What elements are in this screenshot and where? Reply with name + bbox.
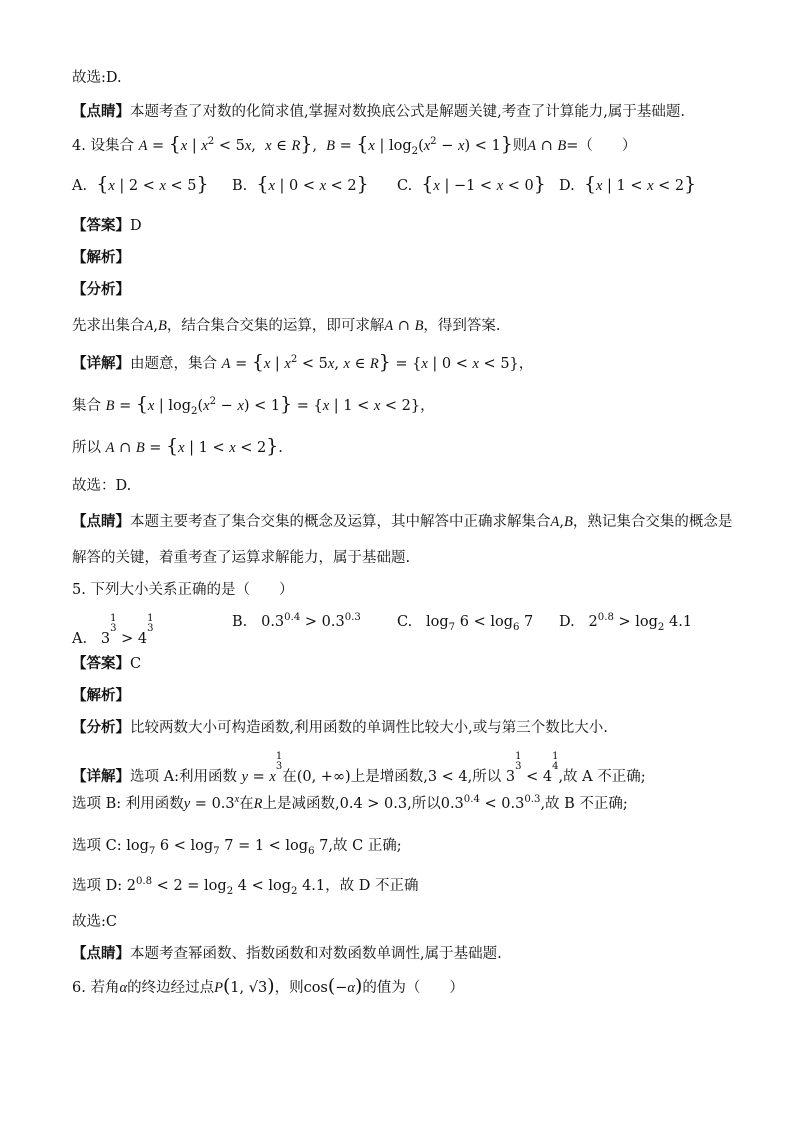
jiexi-5: 【解析】 <box>72 687 130 704</box>
option-a: A. {x | 2 < x < 5} <box>72 174 209 195</box>
xiangjie-5-b: 选项 B: 利用函数$y = 0.3^x$在R上是减函数,0.4 > 0.3,所以$0.3^{0.4} < 0.3^{0.3}$,故 B 不正确; <box>72 794 628 812</box>
dianjing-4-a: 【点睛】本题主要考查了集合交集的概念及运算，其中解答中正确求解集合A,B，熟记集合交集的概念是 <box>72 513 733 530</box>
option-c: C. $\log_7 6 < \log_6 7$ <box>397 614 534 633</box>
fenxi-4-tag: 【分析】 <box>72 281 130 298</box>
dianjing-4-b: 解答的关键，着重考查了运算求解能力，属于基础题. <box>72 550 411 566</box>
question-5: 5. 下列大小关系正确的是（ ） <box>72 582 294 598</box>
xiangjie-4-b: 集合 B = {x | $\log_2(x^2 - x) < 1\} = \{x$ | 1 < x < 2}， <box>72 394 435 417</box>
fenxi-5: 【分析】比较两数大小可构造函数,利用函数的单调性比较大小,或与第三个数比大小. <box>72 719 608 736</box>
question-4: 4. 设集合 A = {x | $x^2 < 5x$, x ∈ R}, B = {x | $\log_2(x^2 - x) < 1$}则A ∩ B=（ ） <box>72 134 637 157</box>
xiangjie-5-d: 选项 D: $2^{0.8} < 2 = \log_2 4 < \log_2 4.1$，故 D 不正确 <box>72 876 419 897</box>
fenxi-4: 先求出集合A,B，结合集合交集的运算，即可求解A ∩ B，得到答案. <box>72 318 501 334</box>
xiangjie-4-a: 【详解】由题意，集合 A = {x | $x^2 < 5x$, x ∈ R} = {x | 0 < x < 5}， <box>72 352 534 373</box>
question-6: 6. 若角α的终边经过点P(1, √3)，则cos(−α)的值为（ ） <box>72 976 464 997</box>
answer-5: 【答案】C <box>72 655 142 672</box>
answer-4: 【答案】D <box>72 217 142 234</box>
xiangjie-5-a: 【详解】选项 A:利用函数 y = x1 3在(0, +∞)上是增函数,3 < 4,所以 31 3 < 41 4,故 A 不正确; <box>72 751 646 785</box>
option-a: A. 31 3 > 41 3 <box>72 613 154 647</box>
guxuan-5: 故选:C <box>72 914 117 930</box>
dianjing-5: 【点睛】本题考查幂函数、指数函数和对数函数单调性,属于基础题. <box>72 945 502 962</box>
jiexi-4: 【解析】 <box>72 249 130 266</box>
option-b: B. {x | 0 < x < 2} <box>232 174 369 195</box>
option-c: C. {x | −1 < x < 0} <box>397 174 546 195</box>
xiangjie-5-c: 选项 C: $\log_7 6 < \log_7 7 = 1 < \log_6 7$,故 C 正确; <box>72 838 402 857</box>
option-b: B. $0.3^{0.4} > 0.3^{0.3}$ <box>232 612 361 630</box>
option-d: D. $2^{0.8} > \log_2 4.1$ <box>559 612 693 633</box>
xiangjie-4-c: 所以 A ∩ B = {x | 1 < x < 2}. <box>72 436 283 457</box>
text-line-1: 故选:D. <box>72 70 122 86</box>
option-d: D. {x | 1 < x < 2} <box>559 174 697 195</box>
dianjing-prev: 【点睛】本题考查了对数的化简求值,掌握对数换底公式是解题关键,考查了计算能力,属于基础题. <box>72 103 685 120</box>
guxuan-4: 故选：D. <box>72 478 132 494</box>
